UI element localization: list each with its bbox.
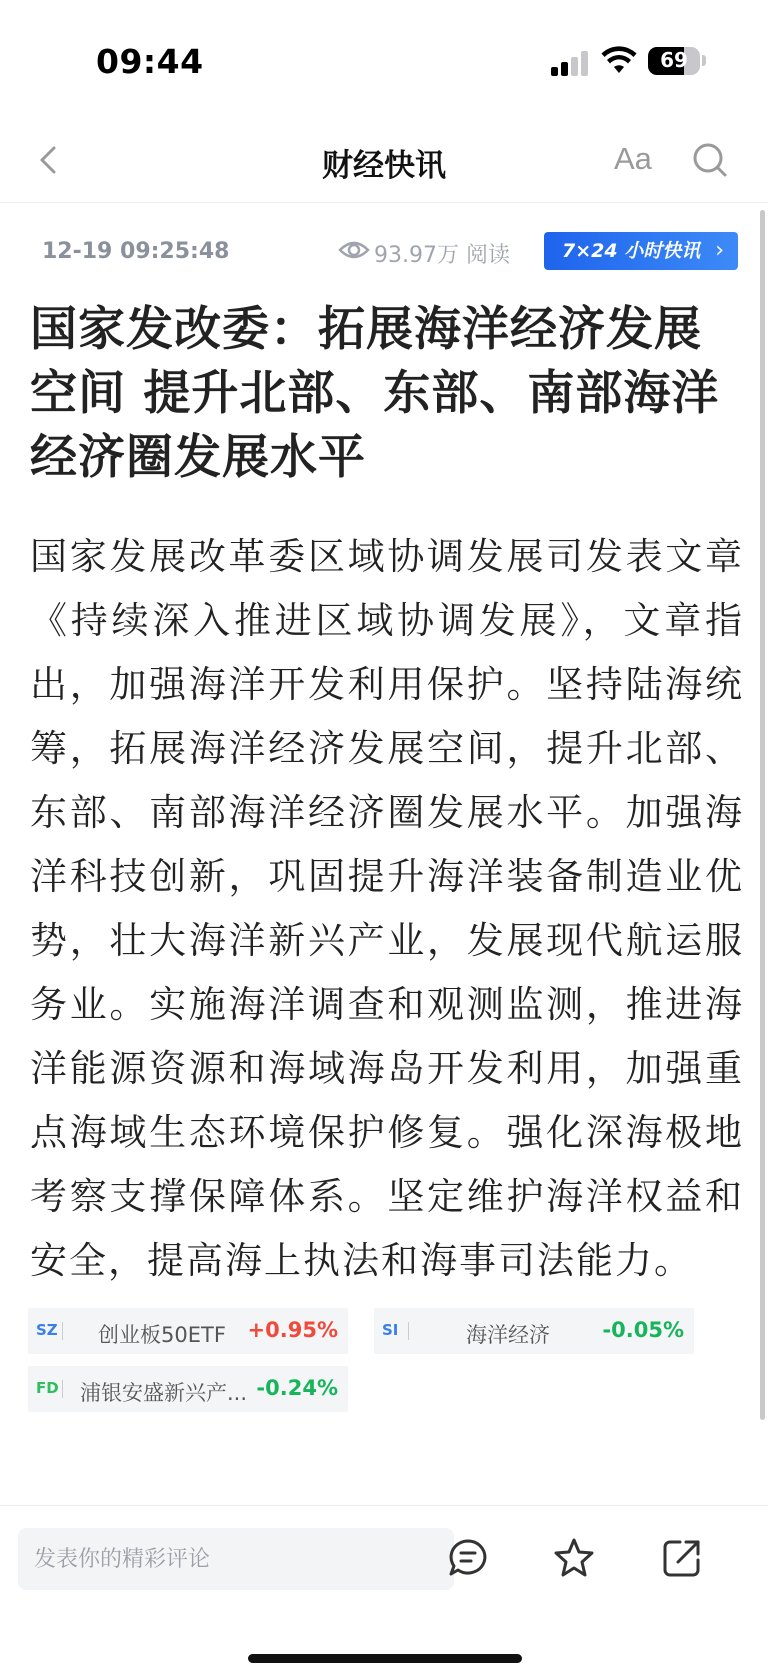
stock-name: 创业板50ETF xyxy=(98,1323,226,1347)
search-icon[interactable] xyxy=(690,140,730,180)
stock-chip[interactable] xyxy=(28,1366,348,1412)
battery-nub xyxy=(702,55,706,66)
live-news-label: 7×24 小时快讯 xyxy=(562,240,701,262)
stock-change: -0.24% xyxy=(256,1376,338,1400)
comment-icon[interactable] xyxy=(446,1536,490,1580)
eye-icon xyxy=(338,236,370,264)
status-bar xyxy=(0,0,768,120)
scrollbar[interactable] xyxy=(760,210,765,1420)
navigation-bar xyxy=(0,120,768,203)
wifi-icon xyxy=(601,46,637,76)
star-icon[interactable] xyxy=(552,1536,596,1580)
divider xyxy=(62,1380,63,1398)
divider xyxy=(62,1322,63,1340)
stock-change: -0.05% xyxy=(602,1318,684,1342)
stock-chip[interactable] xyxy=(374,1308,694,1354)
battery-level: 69 xyxy=(660,48,688,72)
stock-chip[interactable] xyxy=(28,1308,348,1354)
battery-icon xyxy=(648,47,700,75)
font-size-button[interactable]: Aa xyxy=(614,141,652,176)
publish-timestamp: 12-19 09:25:48 xyxy=(42,239,230,264)
market-code: SI xyxy=(382,1321,399,1339)
stock-change: +0.95% xyxy=(247,1318,338,1342)
article-headline: 国家发改委：拓展海洋经济发展空间 提升北部、东部、南部海洋经济圈发展水平 xyxy=(30,302,720,485)
article-body: 国家发展改革委区域协调发展司发表文章《持续深入推进区域协调发展》，文章指出，加强海洋开发利用保护。坚持陆海统筹，拓展海洋经济发展空间，提升北部、东部、南部海洋经济圈发展水平。加强海洋科技创新，巩固提升海洋装备制造业优势，壮大海洋新兴产业，发展现代航运服务业。实施海洋调查和观测监测，推进海洋能源资源和海域海岛开发利用，加强重点海域生态环境保护修复。强化深海极地考察支撑保障体系。坚定维护海洋权益和安全，提高海上执法和海事司法能力。 xyxy=(30,535,744,1282)
page-title: 财经快讯 xyxy=(322,148,446,184)
bottom-action-bar xyxy=(0,1505,768,1671)
comment-input[interactable] xyxy=(18,1528,454,1590)
stock-name: 浦银安盛新兴产... xyxy=(80,1381,248,1405)
market-code: FD xyxy=(36,1379,59,1397)
chevron-right-icon: › xyxy=(715,238,724,263)
view-count: 93.97万 阅读 xyxy=(374,243,510,268)
share-icon[interactable] xyxy=(660,1536,704,1580)
status-time: 09:44 xyxy=(96,42,204,81)
divider xyxy=(408,1322,409,1340)
stock-name: 海洋经济 xyxy=(466,1323,550,1347)
market-code: SZ xyxy=(36,1321,58,1339)
live-news-badge[interactable] xyxy=(544,232,738,270)
article-meta xyxy=(0,230,768,274)
home-indicator xyxy=(248,1654,522,1663)
cellular-signal-icon xyxy=(551,50,589,76)
